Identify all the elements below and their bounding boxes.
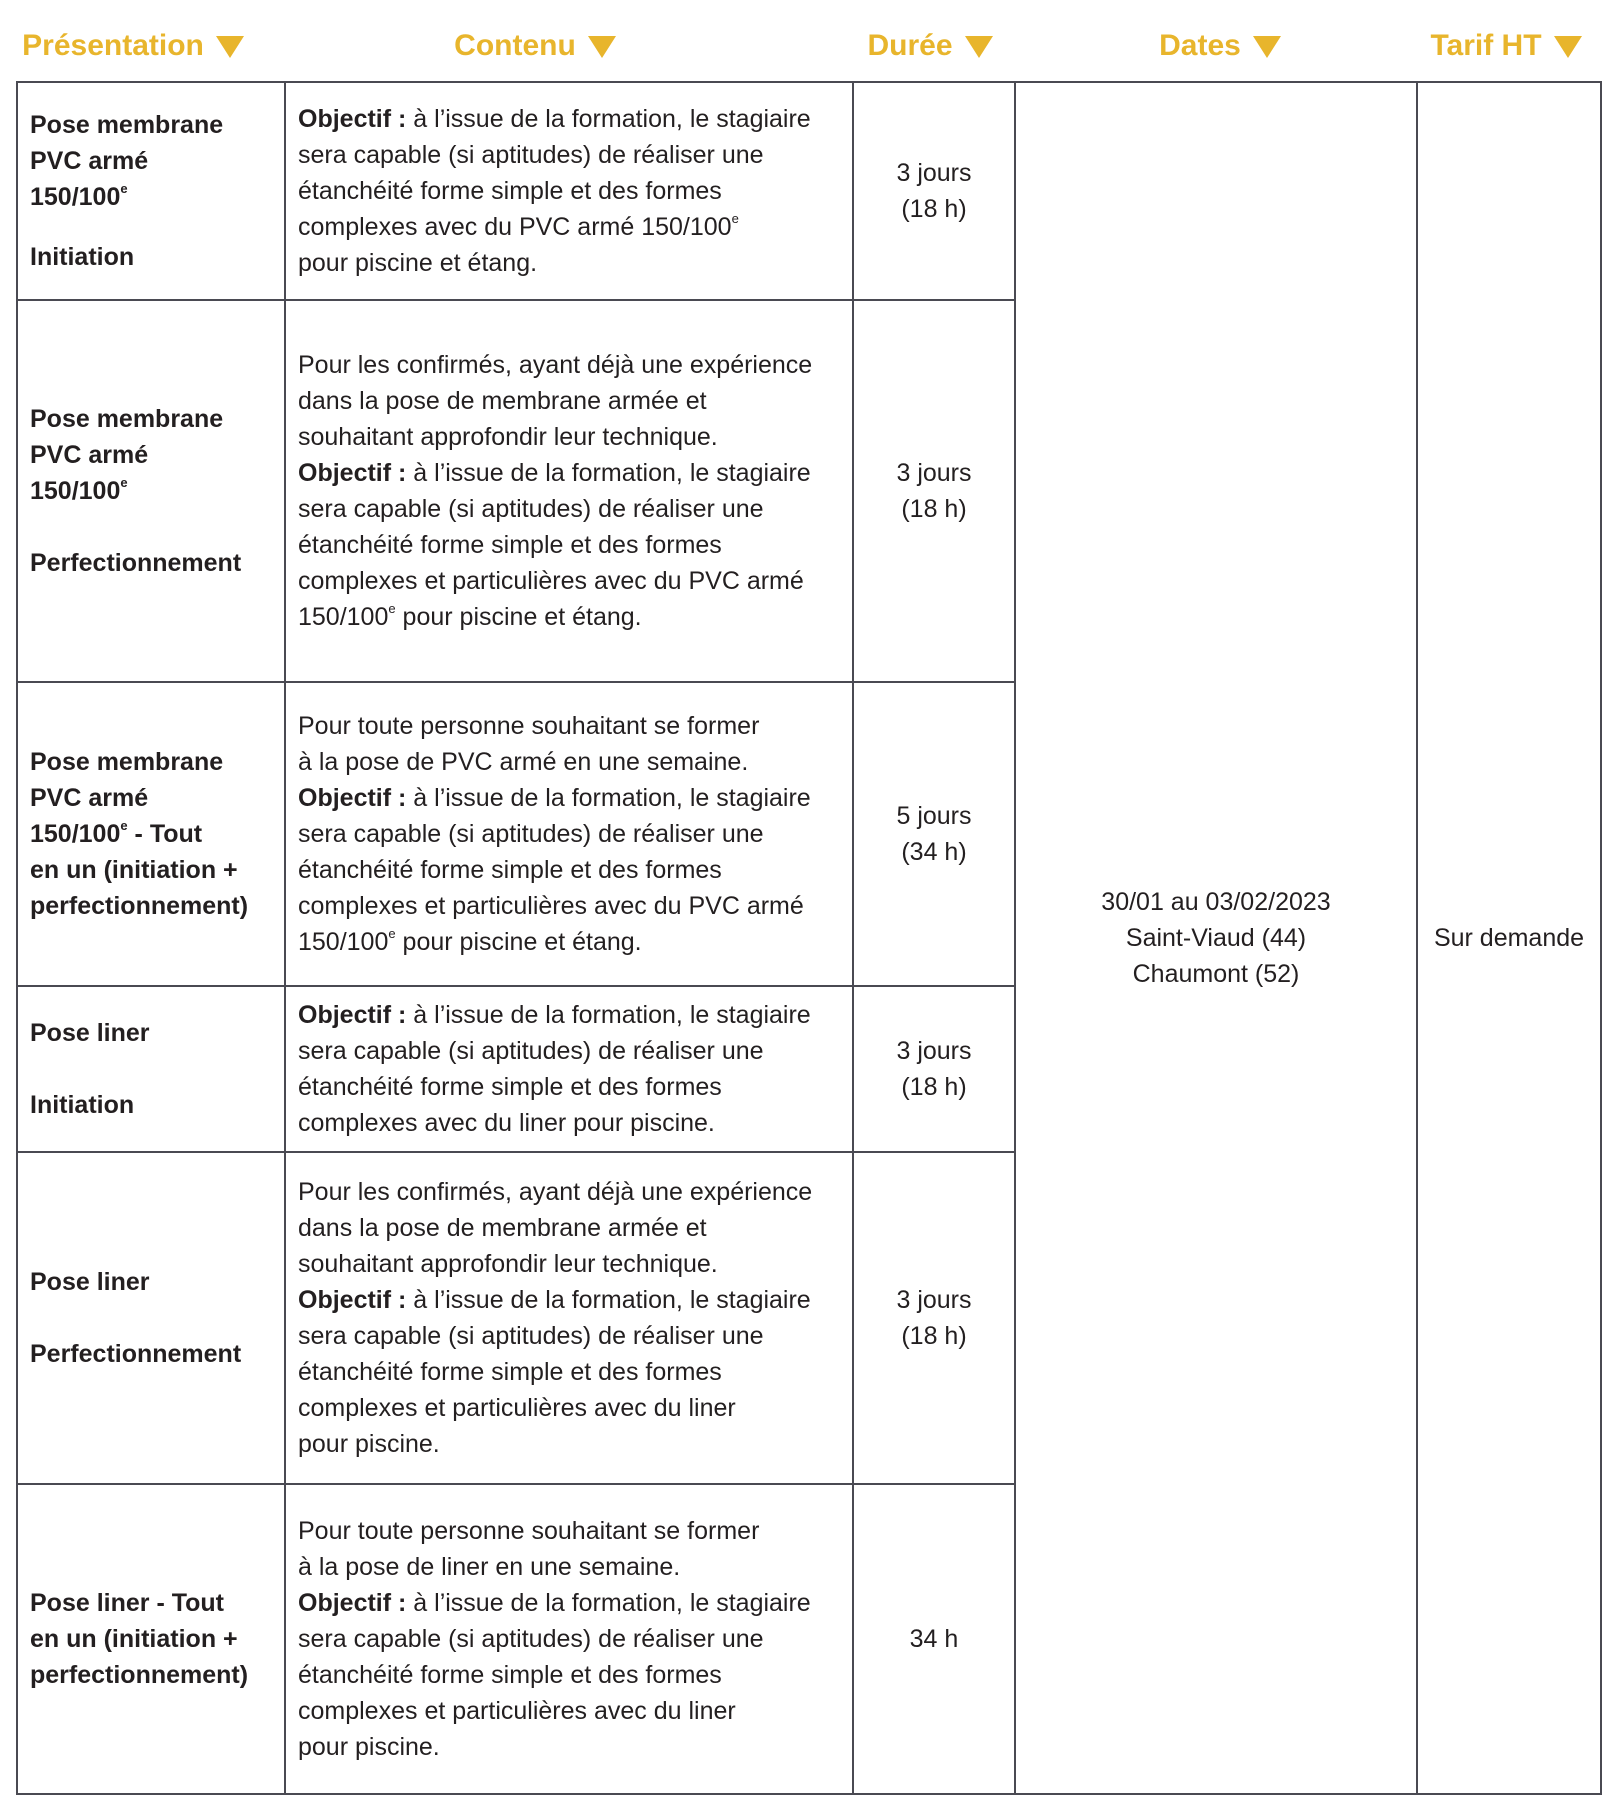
duration-cell bbox=[853, 1484, 1015, 1794]
content-line: étanchéité forme simple et des formes bbox=[298, 1661, 722, 1689]
objective-text: à l’issue de la formation, le stagiaire bbox=[406, 1286, 811, 1314]
course-title-line: Pose membrane bbox=[30, 405, 224, 433]
course-title-line: Pose liner - Tout bbox=[30, 1589, 224, 1617]
superscript: e bbox=[388, 601, 396, 616]
content-line: étanchéité forme simple et des formes bbox=[298, 1358, 722, 1386]
content-line: étanchéité forme simple et des formes bbox=[298, 177, 722, 205]
location: Saint-Viaud (44) bbox=[1125, 924, 1307, 952]
content-line: complexes et particulières avec du PVC armé bbox=[298, 567, 804, 595]
duration-cell bbox=[853, 300, 1015, 682]
intro-line: Pour les confirmés, ayant déjà une expérience bbox=[298, 351, 813, 379]
duration-hours: (18 h) bbox=[901, 495, 967, 523]
objective-label: Objectif : bbox=[298, 459, 407, 487]
course-title-line: Pose liner bbox=[30, 1268, 150, 1296]
objective-label: Objectif : bbox=[298, 784, 407, 812]
course-title-line: PVC armé bbox=[30, 147, 149, 175]
content-line: complexes et particulières avec du PVC armé bbox=[298, 892, 804, 920]
course-title-line bbox=[30, 179, 274, 215]
header-duree-label: Durée bbox=[867, 29, 953, 62]
duration-hours: 34 h bbox=[909, 1625, 959, 1653]
content-line: sera capable (si aptitudes) de réaliser une bbox=[298, 141, 764, 169]
intro-line: souhaitant approfondir leur technique. bbox=[298, 423, 718, 451]
objective-line bbox=[298, 780, 842, 816]
course-title-line: perfectionnement) bbox=[30, 1661, 249, 1689]
content-text: pour piscine et étang. bbox=[395, 603, 642, 631]
content-line bbox=[298, 209, 842, 245]
duration-cell bbox=[853, 1152, 1015, 1484]
duration-hours: (34 h) bbox=[901, 838, 967, 866]
content-cell bbox=[285, 1152, 853, 1484]
table-header bbox=[0, 0, 1618, 80]
objective-line bbox=[298, 1585, 842, 1621]
content-line: étanchéité forme simple et des formes bbox=[298, 856, 722, 884]
header-presentation[interactable] bbox=[22, 26, 236, 66]
dates-cell bbox=[1015, 82, 1417, 1794]
content-text: pour piscine et étang. bbox=[395, 928, 642, 956]
course-title-line: en un (initiation + bbox=[30, 1625, 238, 1653]
objective-label: Objectif : bbox=[298, 1589, 407, 1617]
presentation-cell bbox=[17, 1152, 285, 1484]
objective-label: Objectif : bbox=[298, 1286, 407, 1314]
content-text: 150/100 bbox=[298, 928, 389, 956]
date-range: 30/01 au 03/02/2023 bbox=[1101, 888, 1331, 916]
content-cell bbox=[285, 82, 853, 300]
content-line: complexes et particulières avec du liner bbox=[298, 1697, 736, 1725]
content-line: pour piscine et étang. bbox=[298, 249, 538, 277]
intro-line: Pour les confirmés, ayant déjà une expérience bbox=[298, 1178, 813, 1206]
course-level: Perfectionnement bbox=[30, 1340, 242, 1368]
header-tarif-label: Tarif HT bbox=[1430, 29, 1542, 62]
content-line: sera capable (si aptitudes) de réaliser une bbox=[298, 495, 764, 523]
header-duree[interactable] bbox=[860, 26, 1000, 66]
duration-days: 3 jours bbox=[896, 1286, 972, 1314]
intro-line: dans la pose de membrane armée et bbox=[298, 1214, 707, 1242]
content-line: complexes avec du liner pour piscine. bbox=[298, 1109, 715, 1137]
tarif-cell bbox=[1417, 82, 1601, 1794]
presentation-cell bbox=[17, 1484, 285, 1794]
course-title-line: Pose liner bbox=[30, 1019, 150, 1047]
course-title-text: 150/100 bbox=[30, 820, 121, 848]
content-cell bbox=[285, 1484, 853, 1794]
sort-down-triangle-icon bbox=[588, 36, 616, 58]
course-title-line: en un (initiation + bbox=[30, 856, 238, 884]
objective-text: à l’issue de la formation, le stagiaire bbox=[406, 784, 811, 812]
duration-hours: (18 h) bbox=[901, 1073, 967, 1101]
superscript: e bbox=[731, 211, 739, 226]
presentation-cell bbox=[17, 300, 285, 682]
header-dates[interactable] bbox=[1140, 26, 1300, 66]
content-line bbox=[298, 599, 842, 635]
header-contenu[interactable] bbox=[420, 26, 650, 66]
content-line bbox=[298, 924, 842, 960]
duration-hours: (18 h) bbox=[901, 1322, 967, 1350]
intro-line: Pour toute personne souhaitant se former bbox=[298, 1517, 760, 1545]
content-line: pour piscine. bbox=[298, 1430, 440, 1458]
course-title-line: Pose membrane bbox=[30, 748, 224, 776]
intro-line: à la pose de liner en une semaine. bbox=[298, 1553, 681, 1581]
course-title-text: 150/100 bbox=[30, 183, 121, 211]
course-title-line: perfectionnement) bbox=[30, 892, 249, 920]
duration-days: 3 jours bbox=[896, 459, 972, 487]
sort-down-triangle-icon bbox=[1554, 36, 1582, 58]
duration-cell bbox=[853, 82, 1015, 300]
course-title-line bbox=[30, 473, 274, 509]
content-cell bbox=[285, 682, 853, 986]
course-title-text: - Tout bbox=[127, 820, 203, 848]
objective-text: à l’issue de la formation, le stagiaire bbox=[406, 105, 811, 133]
content-line: sera capable (si aptitudes) de réaliser une bbox=[298, 1625, 764, 1653]
duration-days: 3 jours bbox=[896, 159, 972, 187]
content-line: complexes et particulières avec du liner bbox=[298, 1394, 736, 1422]
header-contenu-label: Contenu bbox=[454, 29, 576, 62]
objective-text: à l’issue de la formation, le stagiaire bbox=[406, 459, 811, 487]
header-presentation-label: Présentation bbox=[22, 29, 204, 62]
presentation-cell bbox=[17, 682, 285, 986]
content-line: sera capable (si aptitudes) de réaliser une bbox=[298, 1322, 764, 1350]
content-line: étanchéité forme simple et des formes bbox=[298, 1073, 722, 1101]
objective-label: Objectif : bbox=[298, 1001, 407, 1029]
content-line: pour piscine. bbox=[298, 1733, 440, 1761]
objective-text: à l’issue de la formation, le stagiaire bbox=[406, 1589, 811, 1617]
course-title-line: PVC armé bbox=[30, 784, 149, 812]
superscript: e bbox=[388, 926, 396, 941]
course-title-line: Pose membrane bbox=[30, 111, 224, 139]
objective-text: à l’issue de la formation, le stagiaire bbox=[406, 1001, 811, 1029]
training-table bbox=[16, 81, 1602, 1795]
sort-down-triangle-icon bbox=[965, 36, 993, 58]
presentation-cell bbox=[17, 82, 285, 300]
duration-cell bbox=[853, 682, 1015, 986]
sort-down-triangle-icon bbox=[1253, 36, 1281, 58]
course-level: Perfectionnement bbox=[30, 549, 242, 577]
content-cell bbox=[285, 300, 853, 682]
table-row bbox=[17, 82, 1601, 300]
objective-line bbox=[298, 101, 842, 137]
content-cell bbox=[285, 986, 853, 1152]
superscript: e bbox=[120, 475, 128, 490]
course-title-line bbox=[30, 816, 274, 852]
objective-line bbox=[298, 455, 842, 491]
duration-cell bbox=[853, 986, 1015, 1152]
duration-days: 3 jours bbox=[896, 1037, 972, 1065]
duration-days: 5 jours bbox=[896, 802, 972, 830]
content-line: étanchéité forme simple et des formes bbox=[298, 531, 722, 559]
course-title-text: 150/100 bbox=[30, 477, 121, 505]
header-dates-label: Dates bbox=[1159, 29, 1241, 62]
course-level: Initiation bbox=[30, 243, 135, 271]
objective-line bbox=[298, 1282, 842, 1318]
superscript: e bbox=[120, 818, 128, 833]
content-line: sera capable (si aptitudes) de réaliser une bbox=[298, 1037, 764, 1065]
objective-line bbox=[298, 997, 842, 1033]
intro-line: à la pose de PVC armé en une semaine. bbox=[298, 748, 749, 776]
intro-line: Pour toute personne souhaitant se former bbox=[298, 712, 760, 740]
superscript: e bbox=[120, 181, 128, 196]
intro-line: souhaitant approfondir leur technique. bbox=[298, 1250, 718, 1278]
content-text: complexes avec du PVC armé 150/100 bbox=[298, 213, 732, 241]
duration-hours: (18 h) bbox=[901, 195, 967, 223]
location: Chaumont (52) bbox=[1132, 960, 1300, 988]
sort-down-triangle-icon bbox=[216, 36, 244, 58]
presentation-cell bbox=[17, 986, 285, 1152]
course-level: Initiation bbox=[30, 1091, 135, 1119]
content-line: sera capable (si aptitudes) de réaliser une bbox=[298, 820, 764, 848]
tarif-value: Sur demande bbox=[1433, 924, 1585, 952]
intro-line: dans la pose de membrane armée et bbox=[298, 387, 707, 415]
header-tarif[interactable] bbox=[1418, 26, 1594, 66]
course-title-line: PVC armé bbox=[30, 441, 149, 469]
objective-label: Objectif : bbox=[298, 105, 407, 133]
content-text: 150/100 bbox=[298, 603, 389, 631]
